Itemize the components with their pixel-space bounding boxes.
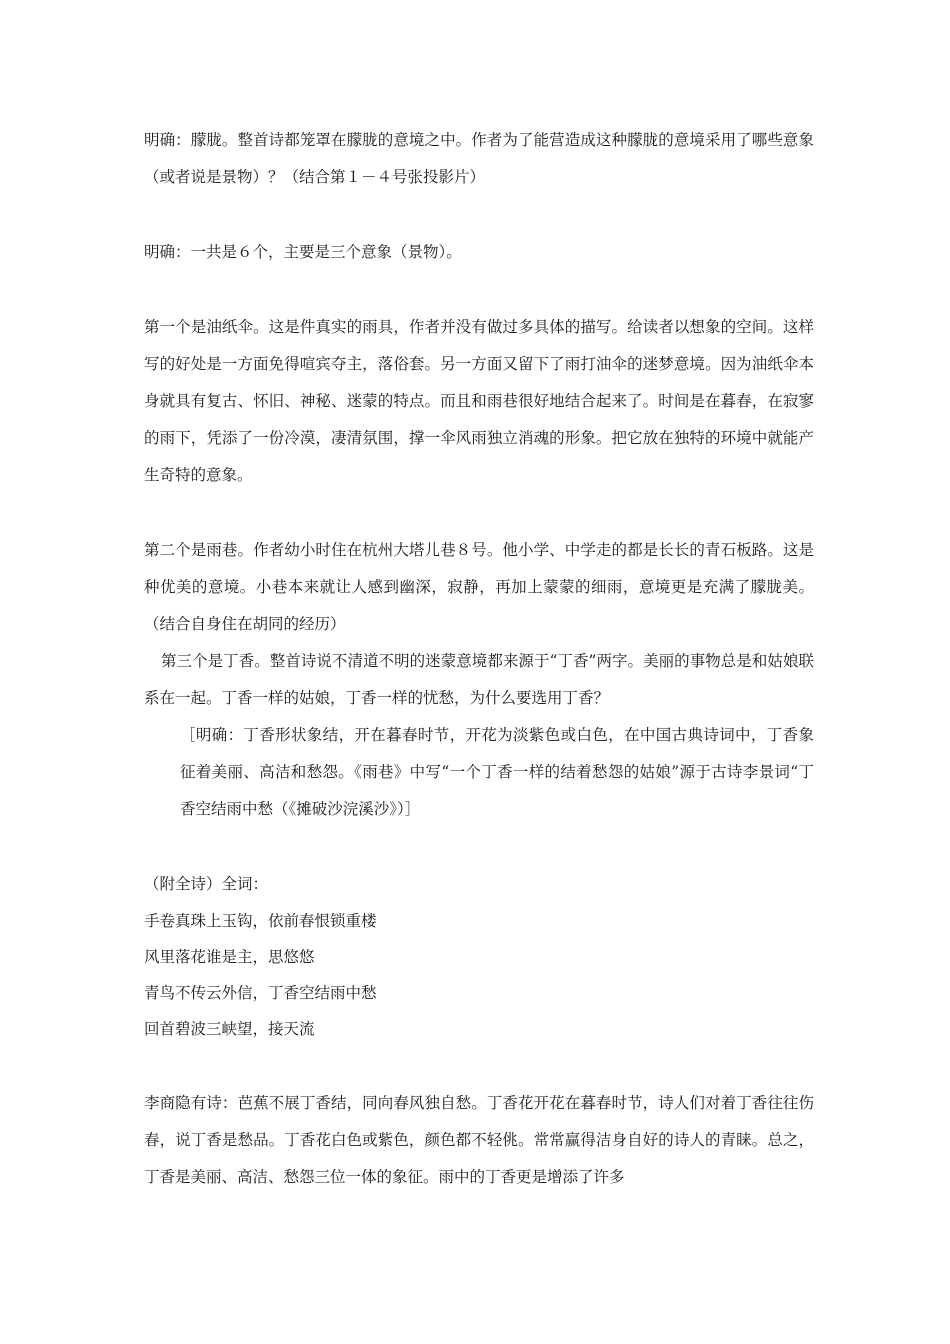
paragraph-li-shangyin: 李商隐有诗：芭蕉不展丁香结，同向春风独自愁。丁香花开花在暮春时节，诗人们对着丁香往往伤春，说丁香是愁品。丁香花白色或紫色，颜色都不轻佻。常常赢得洁身自好的诗人的青睐。总之，丁香是美丽、高洁、愁怨三位一体的象征。雨中的丁香更是增添了许多: [144, 1094, 814, 1186]
paragraph-gap: [144, 196, 814, 234]
poem: [144, 903, 814, 1047]
poem-intro: （附全诗）全词：: [144, 875, 269, 893]
poem-line: 风里落花谁是主，思悠悠: [144, 948, 315, 966]
paragraph-gap: [144, 271, 814, 309]
paragraph-gap: [144, 828, 814, 866]
paragraph-gap: [144, 1047, 814, 1085]
paragraph-answer-hazy: 明确：朦胧。整首诗都笼罩在朦胧的意境之中。作者为了能营造成这种朦胧的意境采用了哪些意象（或者说是景物）？（结合第１－４号张投影片）: [144, 131, 814, 186]
paragraph-answer-count: 明确：一共是６个，主要是三个意象（景物）。: [144, 243, 462, 261]
paragraph-lilac-answer: ［明确：丁香形状象结，开在暮春时节，开花为淡紫色或白色，在中国古典诗词中，丁香象征着美丽、高洁和愁怨。《雨巷》中写“一个丁香一样的结着愁怨的姑娘”源于古诗李景词“丁香空结雨中愁（《摊破沙浣溪沙》）］: [180, 726, 814, 818]
poem-line: 青鸟不传云外信，丁香空结雨中愁: [144, 984, 377, 1002]
poem-line: 手卷真珠上玉钩，依前春恨锁重楼: [144, 912, 377, 930]
paragraph-oil-paper-umbrella: 第一个是油纸伞。这是件真实的雨具，作者并没有做过多具体的描写。给读者以想象的空间。这样写的好处是一方面免得喧宾夺主，落俗套。另一方面又留下了雨打油伞的迷梦意境。因为油纸伞本身就具有复古、怀旧、神秘、迷蒙的特点。而且和雨巷很好地结合起来了。时间是在暮春，在寂寥的雨下，凭添了一份冷漠，凄清氛围，撑一伞风雨独立消魂的形象。把它放在独特的环境中就能产生奇特的意象。: [144, 318, 814, 484]
poem-line: 回首碧波三峡望，接天流: [144, 1020, 315, 1038]
document-body: [144, 122, 814, 1196]
paragraph-lilac: 第三个是丁香。整首诗说不清道不明的迷蒙意境都来源于“丁香”两字。美丽的事物总是和姑娘联系在一起。丁香一样的姑娘，丁香一样的忧愁，为什么要选用丁香？: [144, 652, 814, 707]
paragraph-gap: [144, 494, 814, 532]
paragraph-rain-alley: 第二个是雨巷。作者幼小时住在杭州大塔儿巷８号。他小学、中学走的都是长长的青石板路。这是种优美的意境。小巷本来就让人感到幽深，寂静，再加上蒙蒙的细雨，意境更是充满了朦胧美。（结合自身住在胡同的经历）: [144, 541, 814, 633]
